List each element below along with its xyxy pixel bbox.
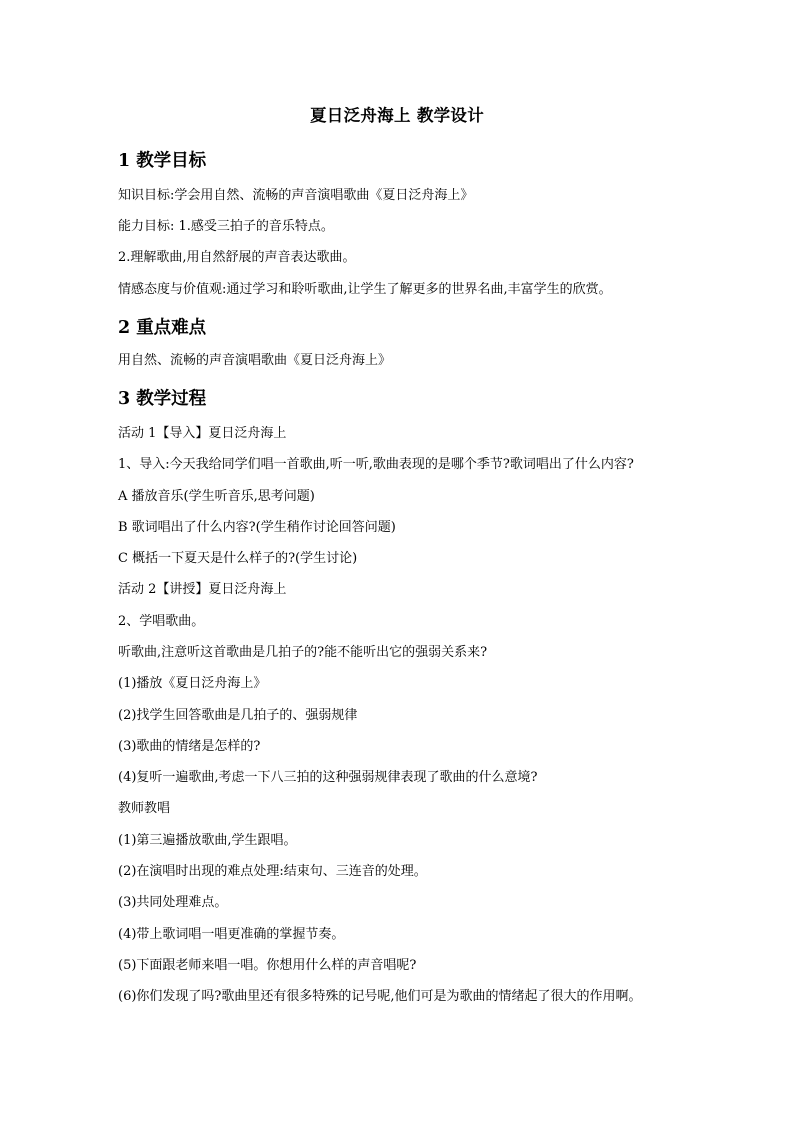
paragraph: (6)你们发现了吗?歌曲里还有很多特殊的记号呢,他们可是为歌曲的情绪起了很大的作用啊。: [118, 989, 642, 1004]
paragraph: (1)播放《夏日泛舟海上》: [118, 676, 267, 691]
paragraph: (3)共同处理难点。: [118, 895, 228, 910]
paragraph: 1、导入:今天我给同学们唱一首歌曲,听一听,歌曲表现的是哪个季节?歌词唱出了什么内容?: [118, 457, 634, 472]
paragraph: B 歌词唱出了什么内容?(学生稍作讨论回答问题): [118, 520, 396, 535]
paragraph: (1)第三遍播放歌曲,学生跟唱。: [118, 833, 297, 848]
paragraph: 用自然、流畅的声音演唱歌曲《夏日泛舟海上》: [118, 353, 392, 368]
paragraph: 情感态度与价值观:通过学习和聆听歌曲,让学生了解更多的世界名曲,丰富学生的欣赏。: [118, 282, 612, 297]
paragraph: A 播放音乐(学生听音乐,思考问题): [118, 489, 315, 504]
paragraph: (2)找学生回答歌曲是几拍子的、强弱规律: [118, 708, 358, 723]
paragraph: (5)下面跟老师来唱一唱。你想用什么样的声音唱呢?: [118, 958, 417, 973]
paragraph: 2.理解歌曲,用自然舒展的声音表达歌曲。: [118, 250, 356, 265]
paragraph: 听歌曲,注意听这首歌曲是几拍子的?能不能听出它的强弱关系来?: [118, 645, 488, 660]
paragraph: C 概括一下夏天是什么样子的?(学生讨论): [118, 551, 358, 566]
paragraph: 2、学唱歌曲。: [118, 614, 205, 629]
paragraph: 知识目标:学会用自然、流畅的声音演唱歌曲《夏日泛舟海上》: [118, 188, 474, 203]
document-title: 夏日泛舟海上 教学设计: [309, 106, 485, 125]
paragraph: (4)带上歌词唱一唱更准确的掌握节奏。: [118, 927, 345, 942]
section-heading-text: 教学过程: [136, 389, 207, 409]
activity-heading: 活动 2【讲授】夏日泛舟海上: [118, 582, 287, 597]
paragraph: 能力目标: 1.感受三拍子的音乐特点。: [118, 219, 334, 234]
section-heading-objectives: [118, 148, 206, 174]
section-heading-process: [118, 386, 206, 412]
section-number: 1: [118, 151, 131, 171]
paragraph: (4)复听一遍歌曲,考虑一下八三拍的这种强弱规律表现了歌曲的什么意境?: [118, 770, 538, 785]
paragraph: 教师教唱: [118, 801, 171, 816]
paragraph: (2)在演唱时出现的难点处理:结束句、三连音的处理。: [118, 864, 427, 879]
section-number: 2: [118, 318, 131, 338]
paragraph: (3)歌曲的情绪是怎样的?: [118, 739, 261, 754]
section-heading-key-points: [118, 315, 206, 341]
section-heading-text: 重点难点: [136, 318, 207, 338]
section-number: 3: [118, 389, 131, 409]
activity-heading: 活动 1【导入】夏日泛舟海上: [118, 426, 287, 441]
section-heading-text: 教学目标: [136, 151, 207, 171]
